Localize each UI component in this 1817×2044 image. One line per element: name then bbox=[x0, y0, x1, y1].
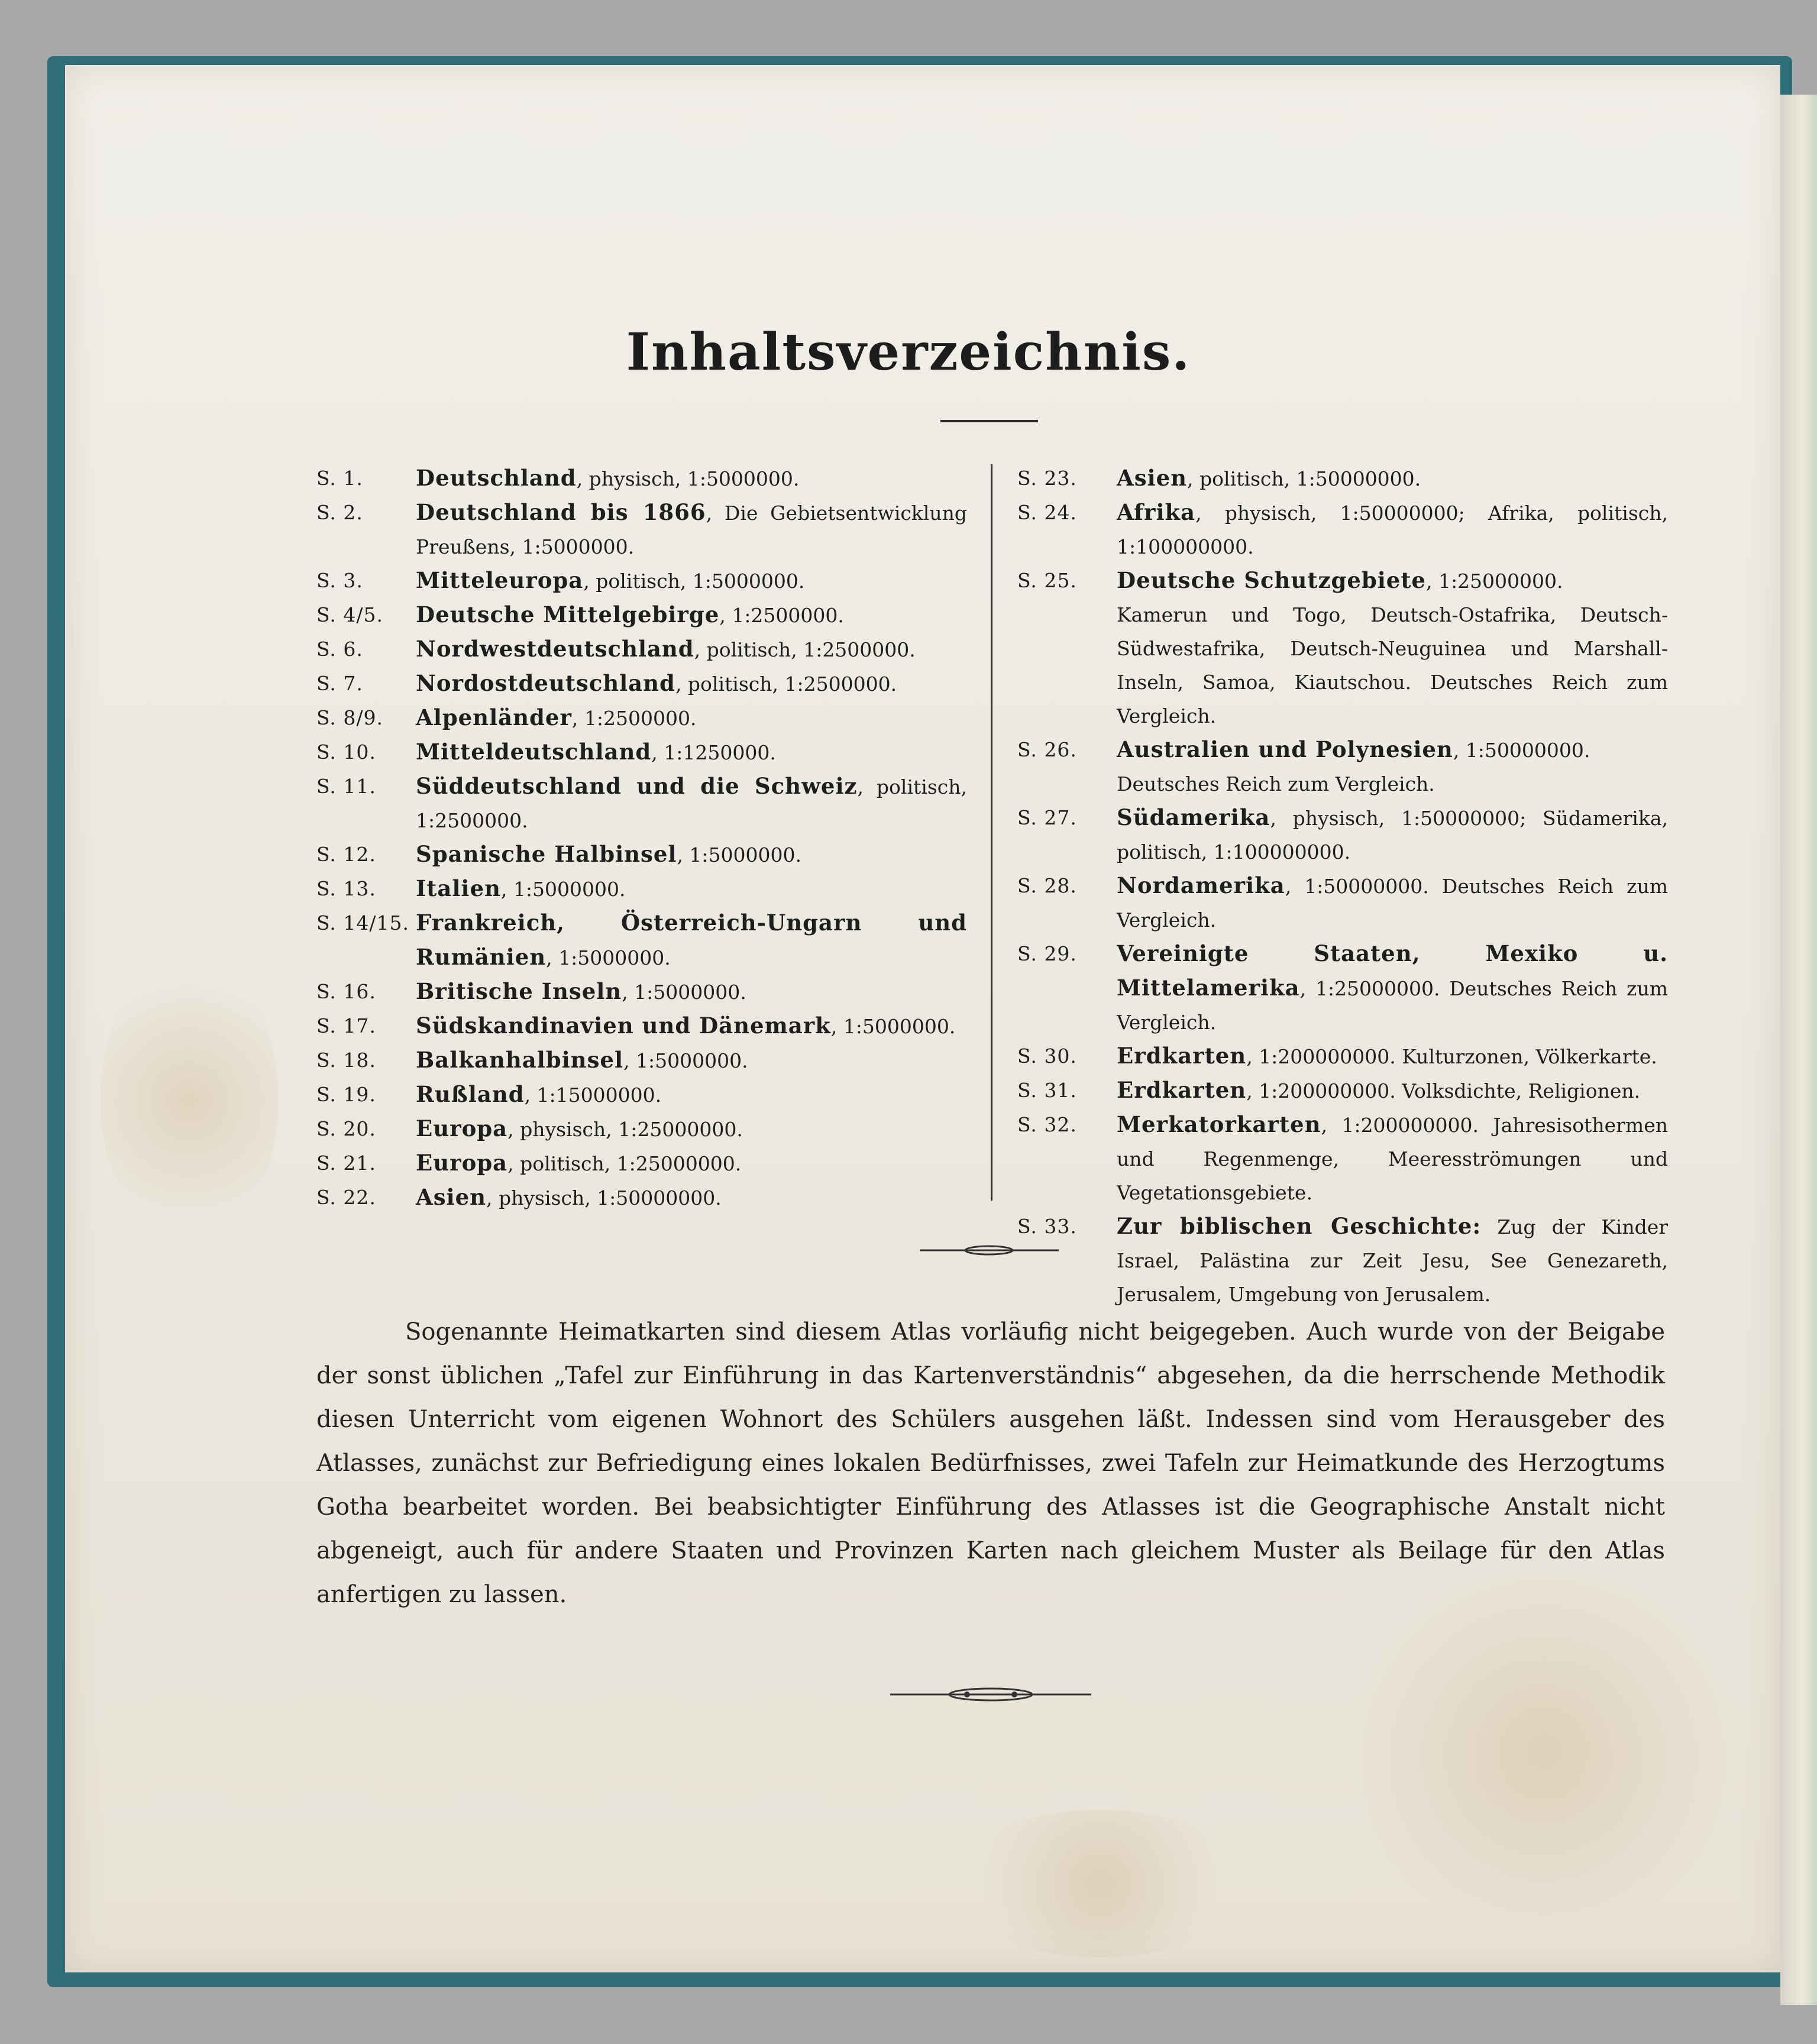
toc-page-ref: S. 1. bbox=[316, 467, 363, 490]
toc-map-title: Britische Inseln bbox=[416, 978, 622, 1004]
toc-map-title: Vereinigte Staaten, Mexiko u. Mittelamerika bbox=[1117, 940, 1668, 1001]
toc-page-ref: S. 6. bbox=[316, 638, 363, 661]
toc-map-details: , 1:25000000. Deutsches Reich zum Vergleich. bbox=[1117, 977, 1668, 1034]
toc-map-title: Balkanhalbinsel bbox=[416, 1047, 623, 1073]
toc-map-title: Süddeutschland und die Schweiz bbox=[416, 773, 858, 799]
toc-entry bbox=[316, 1078, 967, 1112]
paper-stain bbox=[1337, 1573, 1751, 1928]
toc-entry-text bbox=[416, 1112, 967, 1146]
toc-map-title: Asien bbox=[416, 1184, 487, 1210]
toc-page-ref: S. 17. bbox=[316, 1014, 376, 1037]
toc-map-details: , 1:5000000. bbox=[500, 878, 626, 901]
toc-page-ref: S. 19. bbox=[316, 1083, 376, 1106]
toc-map-details: , 1:25000000. bbox=[1425, 570, 1563, 593]
toc-page-ref: S. 21. bbox=[316, 1152, 376, 1175]
toc-entry bbox=[316, 667, 967, 701]
toc-entry-text bbox=[1117, 801, 1668, 869]
toc-entry-text bbox=[1117, 869, 1668, 937]
toc-entry bbox=[1017, 937, 1668, 1039]
toc-entry bbox=[316, 1009, 967, 1043]
toc-page-ref: S. 31. bbox=[1017, 1079, 1077, 1102]
toc-entry bbox=[316, 701, 967, 735]
toc-entry bbox=[316, 1112, 967, 1146]
toc-map-title: Rußland bbox=[416, 1081, 525, 1107]
ornament-divider bbox=[920, 1244, 1059, 1256]
toc-map-details: Zug der Kinder Israel, Palästina zur Zeit Jesu, See Genezareth, Jerusalem, Umgebung von Jerusalem. bbox=[1117, 1215, 1668, 1306]
toc-entry-text bbox=[416, 735, 967, 769]
toc-entry-text bbox=[416, 1043, 967, 1078]
ornament-divider bbox=[890, 1686, 1091, 1703]
title-rule bbox=[940, 420, 1038, 422]
toc-page-ref: S. 18. bbox=[316, 1049, 376, 1072]
toc-map-title: Mitteleuropa bbox=[416, 567, 584, 593]
toc-entry bbox=[316, 461, 967, 496]
toc-map-title: Australien und Polynesien bbox=[1117, 736, 1453, 762]
toc-map-title: Nordostdeutschland bbox=[416, 670, 675, 696]
toc-entry bbox=[316, 735, 967, 769]
toc-map-details: , politisch, 1:50000000. bbox=[1187, 467, 1421, 490]
toc-page-ref: S. 12. bbox=[316, 843, 376, 866]
toc-page-ref: S. 2. bbox=[316, 501, 363, 524]
toc-map-details: , 1:5000000. bbox=[623, 1049, 748, 1072]
toc-map-title: Zur biblischen Geschichte: bbox=[1117, 1213, 1482, 1239]
toc-entry-text bbox=[1117, 564, 1668, 733]
toc-map-title: Nordamerika bbox=[1117, 872, 1285, 898]
toc-left-column bbox=[316, 461, 967, 1215]
toc-entry bbox=[316, 975, 967, 1009]
toc-map-title: Italien bbox=[416, 875, 501, 901]
toc-map-details: , 1:50000000. Deutsches Reich zum Vergleich. bbox=[1117, 875, 1668, 932]
toc-page-ref: S. 22. bbox=[316, 1186, 376, 1209]
toc-map-details: , 1:5000000. bbox=[830, 1015, 956, 1038]
toc-entry-text bbox=[416, 461, 967, 496]
toc-page-ref: S. 16. bbox=[316, 980, 376, 1003]
toc-entry bbox=[1017, 869, 1668, 937]
toc-map-details: , Die Gebietsentwicklung Preußens, 1:5000000. bbox=[416, 502, 967, 558]
toc-map-title: Asien bbox=[1117, 465, 1188, 491]
toc-map-details: , physisch, 1:5000000. bbox=[576, 467, 800, 490]
toc-entry-text bbox=[416, 564, 967, 598]
toc-map-details: , politisch, 1:2500000. bbox=[675, 672, 897, 696]
toc-map-title: Frankreich, Österreich-Ungarn und Rumänien bbox=[416, 910, 967, 970]
toc-map-details: , politisch, 1:5000000. bbox=[583, 570, 805, 593]
toc-map-details: , 1:5000000. bbox=[546, 946, 671, 969]
toc-map-details: , physisch, 1:50000000; Afrika, politisch, 1:100000000. bbox=[1117, 502, 1668, 558]
toc-page-ref: S. 3. bbox=[316, 569, 363, 592]
toc-entry-text bbox=[416, 701, 967, 735]
toc-entry bbox=[1017, 496, 1668, 564]
toc-entry bbox=[316, 872, 967, 906]
toc-map-title: Deutschland bbox=[416, 465, 577, 491]
toc-entry bbox=[1017, 1108, 1668, 1209]
toc-map-details: , 1:2500000. bbox=[719, 604, 844, 627]
toc-page-ref: S. 8/9. bbox=[316, 706, 384, 729]
toc-entry-text bbox=[416, 632, 967, 667]
toc-page-ref: S. 7. bbox=[316, 672, 363, 695]
toc-map-details: , physisch, 1:50000000; Südamerika, politisch, 1:100000000. bbox=[1117, 807, 1668, 863]
toc-entry bbox=[1017, 733, 1668, 801]
toc-entry bbox=[1017, 1039, 1668, 1073]
toc-map-details: , 1:5000000. bbox=[622, 981, 746, 1004]
toc-entry-text bbox=[416, 1181, 967, 1215]
toc-entry-text bbox=[416, 598, 967, 632]
toc-map-title: Nordwestdeutschland bbox=[416, 636, 694, 662]
toc-map-subtitle: Deutsches Reich zum Vergleich. bbox=[1117, 772, 1435, 795]
toc-right-column bbox=[1017, 461, 1668, 1311]
toc-entry-text bbox=[1117, 461, 1668, 496]
toc-entry-text bbox=[1117, 937, 1668, 1039]
toc-entry bbox=[316, 769, 967, 837]
toc-map-title: Deutsche Schutzgebiete bbox=[1117, 567, 1426, 593]
toc-map-title: Mitteldeutschland bbox=[416, 739, 652, 765]
toc-entry bbox=[316, 496, 967, 564]
toc-map-title: Südskandinavien und Dänemark bbox=[416, 1013, 831, 1039]
toc-page-ref: S. 13. bbox=[316, 877, 376, 900]
toc-map-title: Alpenländer bbox=[416, 704, 572, 730]
toc-page-ref: S. 33. bbox=[1017, 1215, 1077, 1238]
page-title: Inhaltsverzeichnis. bbox=[626, 322, 1191, 382]
toc-entry-text bbox=[416, 975, 967, 1009]
toc-map-title: Spanische Halbinsel bbox=[416, 841, 677, 867]
paper-stain bbox=[952, 1810, 1248, 1958]
toc-page-ref: S. 32. bbox=[1017, 1113, 1077, 1136]
toc-page-ref: S. 30. bbox=[1017, 1044, 1077, 1068]
toc-entry-text bbox=[416, 667, 967, 701]
toc-entry-text bbox=[416, 496, 967, 564]
toc-map-details: , 1:15000000. bbox=[524, 1084, 662, 1107]
toc-page-ref: S. 28. bbox=[1017, 874, 1077, 897]
toc-entry bbox=[316, 1146, 967, 1181]
toc-map-title: Deutschland bis 1866 bbox=[416, 499, 706, 525]
toc-entry bbox=[1017, 564, 1668, 733]
toc-entry-text bbox=[416, 837, 967, 872]
toc-map-details: , 1:1250000. bbox=[651, 741, 776, 764]
toc-map-title: Erdkarten bbox=[1117, 1043, 1247, 1069]
toc-map-details: , 1:2500000. bbox=[571, 707, 697, 730]
toc-map-details: , 1:50000000. bbox=[1453, 739, 1590, 762]
note-paragraph: Sogenannte Heimatkarten sind diesem Atlas vorläufig nicht beigegeben. Auch wurde von der Beigabe der sonst üblichen „Tafel zur Einführung in das Kartenverständnis“ abgesehen, da die herrschende Methodik diesen Unterricht vom eigenen Wohnort des Schülers ausgehen läßt. Indessen sind vom Herausgeber des Atlasses, zunächst zur Befriedigung eines lokalen Bedürfnisses, zwei Tafeln zur Heimatkunde des Herzogtums Gotha bearbeitet worden. Bei beabsichtigter Einführung des Atlasses ist die Geographische Anstalt nicht abgeneigt, auch für andere Staaten und Provinzen Karten nach gleichem Muster als Beilage für den Atlas anfertigen zu lassen. bbox=[316, 1318, 1665, 1608]
toc-map-details: , 1:200000000. Volksdichte, Religionen. bbox=[1246, 1079, 1641, 1102]
toc-map-title: Afrika bbox=[1117, 499, 1196, 525]
toc-entry-text bbox=[416, 872, 967, 906]
toc-map-details: , physisch, 1:50000000. bbox=[486, 1186, 722, 1209]
paper-stain bbox=[101, 952, 278, 1248]
toc-map-title: Merkatorkarten bbox=[1117, 1111, 1321, 1137]
toc-entry-text bbox=[1117, 1209, 1668, 1311]
toc-entry bbox=[316, 564, 967, 598]
toc-entry-text bbox=[416, 1146, 967, 1181]
toc-entry bbox=[1017, 1073, 1668, 1108]
toc-page-ref: S. 25. bbox=[1017, 569, 1077, 592]
toc-map-details: , 1:200000000. Kulturzonen, Völkerkarte. bbox=[1246, 1045, 1657, 1068]
toc-entry-text bbox=[1117, 1039, 1668, 1073]
toc-map-title: Südamerika bbox=[1117, 804, 1270, 830]
toc-entry-text bbox=[1117, 1108, 1668, 1209]
toc-page-ref: S. 20. bbox=[316, 1117, 376, 1140]
toc-map-subtitle: Kamerun und Togo, Deutsch-Ostafrika, Deutsch-Südwestafrika, Deutsch-Neuguinea und Marshall-Inseln, Samoa, Kiautschou. Deutsches Reich zum Vergleich. bbox=[1117, 603, 1668, 727]
toc-page-ref: S. 23. bbox=[1017, 467, 1077, 490]
toc-map-details: , physisch, 1:25000000. bbox=[507, 1118, 743, 1141]
toc-map-title: Europa bbox=[416, 1115, 508, 1141]
toc-entry bbox=[316, 837, 967, 872]
toc-entry-text bbox=[416, 769, 967, 837]
toc-page-ref: S. 26. bbox=[1017, 738, 1077, 761]
toc-map-details: , politisch, 1:2500000. bbox=[416, 775, 967, 832]
toc-map-details: , politisch, 1:2500000. bbox=[694, 638, 916, 661]
toc-map-details: , 1:200000000. Jahresisothermen und Regenmenge, Meeresströmungen und Vegetationsgebiete. bbox=[1117, 1114, 1668, 1204]
toc-entry-text bbox=[416, 1009, 967, 1043]
toc-entry-text bbox=[1117, 496, 1668, 564]
toc-page-ref: S. 27. bbox=[1017, 806, 1077, 829]
toc-page-ref: S. 4/5. bbox=[316, 603, 384, 626]
toc-entry bbox=[316, 1043, 967, 1078]
toc-entry bbox=[1017, 801, 1668, 869]
toc-entry bbox=[1017, 461, 1668, 496]
toc-entry-text bbox=[1117, 1073, 1668, 1108]
toc-page-ref: S. 24. bbox=[1017, 501, 1077, 524]
toc-map-title: Erdkarten bbox=[1117, 1077, 1247, 1103]
toc-entry bbox=[316, 598, 967, 632]
toc-entry-text bbox=[416, 1078, 967, 1112]
toc-map-title: Deutsche Mittelgebirge bbox=[416, 601, 720, 628]
toc-entry bbox=[316, 632, 967, 667]
toc-entry-text bbox=[1117, 733, 1668, 801]
toc-entry bbox=[316, 906, 967, 975]
toc-map-details: , 1:5000000. bbox=[677, 843, 802, 866]
toc-page-ref: S. 11. bbox=[316, 775, 376, 798]
toc-page-ref: S. 10. bbox=[316, 740, 376, 764]
column-divider bbox=[991, 464, 992, 1201]
toc-entry-text bbox=[416, 906, 967, 975]
toc-entry bbox=[1017, 1209, 1668, 1311]
toc-map-title: Europa bbox=[416, 1150, 508, 1176]
toc-page-ref: S. 14/15. bbox=[316, 911, 410, 934]
toc-entry bbox=[316, 1181, 967, 1215]
toc-page-ref: S. 29. bbox=[1017, 942, 1077, 965]
toc-map-details: , politisch, 1:25000000. bbox=[507, 1152, 742, 1175]
